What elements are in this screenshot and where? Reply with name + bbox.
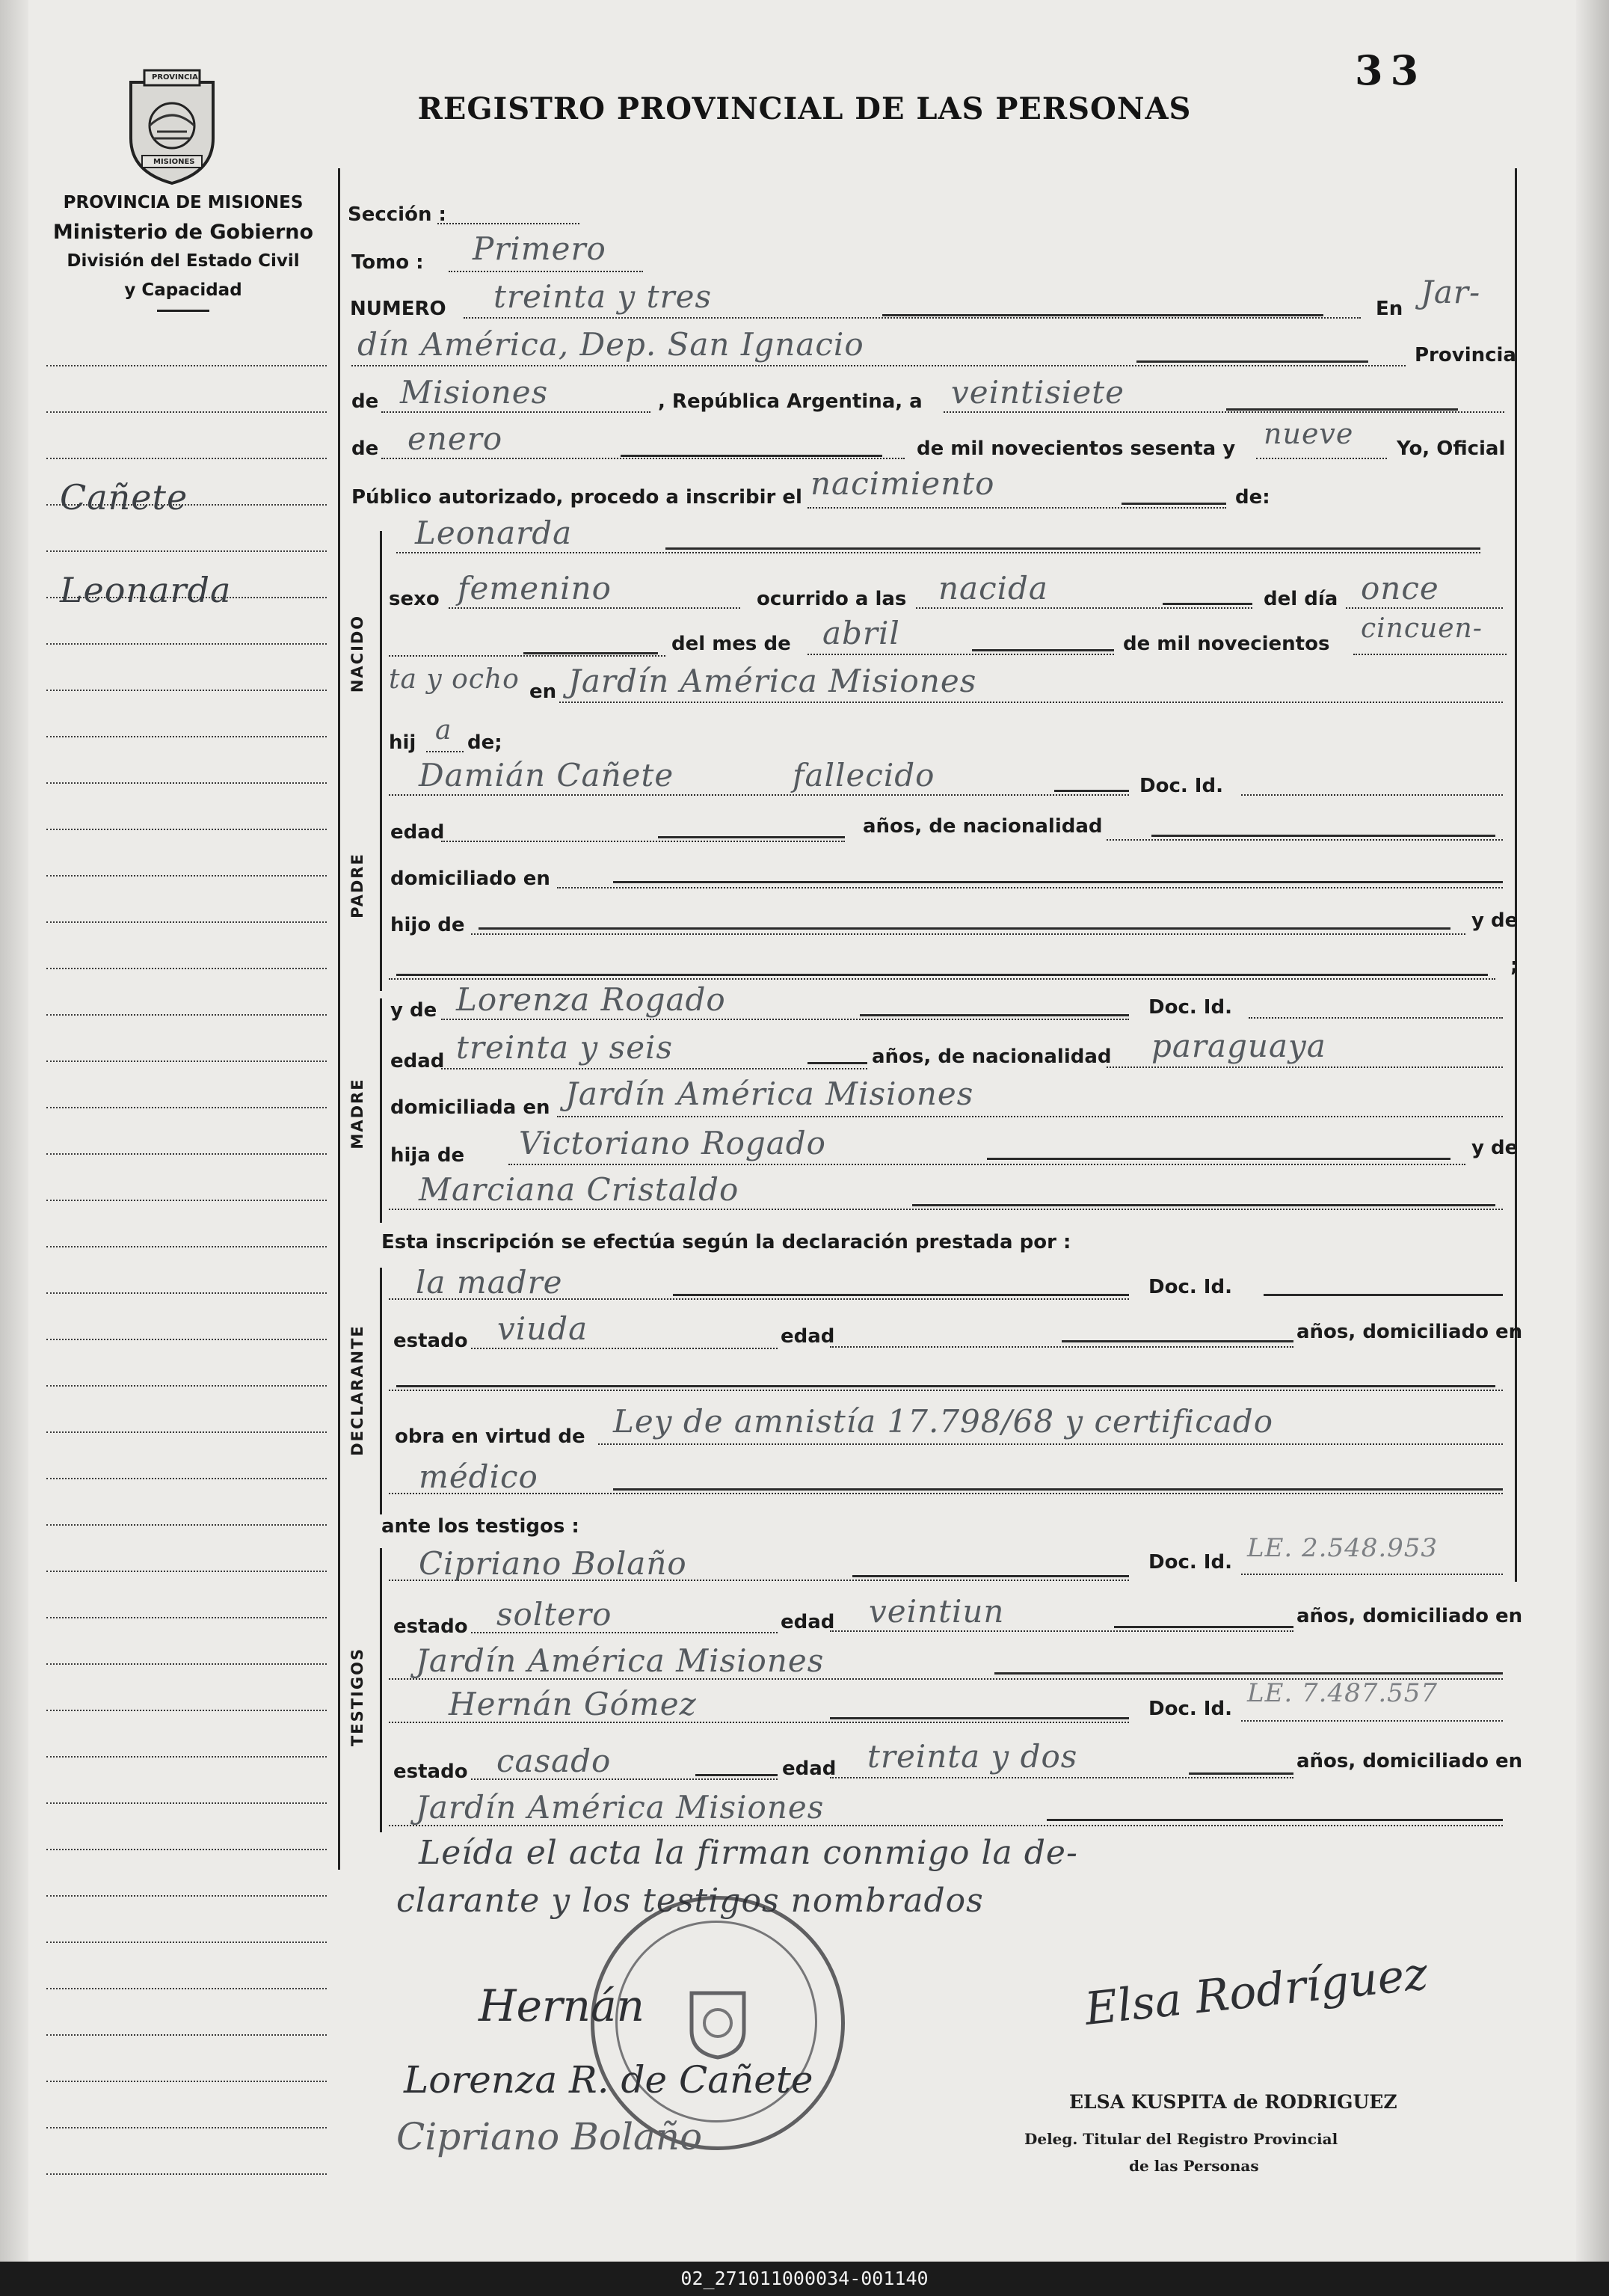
value-nombre: Leonarda [415, 515, 573, 551]
label-seccion: Sección : [348, 203, 446, 226]
value-mes-inscripcion: enero [407, 420, 503, 457]
office-province: PROVINCIA DE MISIONES [63, 193, 304, 212]
label-hij: hij [389, 731, 416, 754]
field-line-padre-dom-solid [613, 881, 1503, 883]
field-line-abuela-solid [912, 1204, 1495, 1206]
value-declarante-estado: viuda [497, 1310, 588, 1347]
field-line-padre-hijo [471, 933, 1465, 935]
margin-ruled-line [46, 690, 327, 691]
value-en-1: Jar- [1421, 274, 1481, 310]
field-line-padre-edad [441, 841, 845, 842]
label-declarante-estado: estado [393, 1330, 468, 1352]
field-line-testigo2-doc [1241, 1720, 1503, 1722]
label-padre-doc: Doc. Id. [1139, 775, 1223, 797]
label-padre-nac: años, de nacionalidad [863, 815, 1103, 838]
field-line-dia-nac [1346, 607, 1503, 609]
field-line-testigo1-doc [1241, 1574, 1503, 1575]
value-provincia: Misiones [400, 374, 549, 411]
field-line-obra-1 [598, 1443, 1503, 1445]
section-nacido: NACIDO [348, 614, 366, 693]
value-hijo-suffix: a [435, 715, 452, 746]
field-line-testigo2-edad [830, 1777, 1293, 1778]
field-line-dia-solid [1226, 408, 1458, 411]
margin-ruled-line [46, 2081, 327, 2082]
value-padre: Damián Cañete [419, 757, 674, 794]
field-line-testigo2-solid [830, 1717, 1129, 1719]
value-lugar: Jardín América Misiones [568, 663, 977, 699]
label-madre-dom: domiciliada en [390, 1096, 550, 1119]
field-line-acto [807, 507, 1226, 509]
margin-ruled-line [46, 1478, 327, 1479]
field-line-mes-nac [807, 654, 1114, 655]
margin-ruled-line [46, 1246, 327, 1247]
margin-ruled-line [46, 1431, 327, 1433]
field-line-testigo1-dom-solid [994, 1672, 1503, 1675]
label-testigo1-doc: Doc. Id. [1148, 1551, 1232, 1574]
label-en-lugar: en [529, 681, 557, 703]
field-line-abuela [389, 1209, 1503, 1210]
field-line-anio [1256, 458, 1387, 459]
value-anio-nac-2: ta y ocho [389, 664, 520, 695]
value-mes: abril [822, 615, 900, 651]
field-line-mes-solid [621, 455, 882, 457]
office-capacity: y Capacidad [124, 280, 242, 300]
field-line-numero [882, 314, 1323, 316]
value-tomo: Primero [473, 230, 606, 267]
margin-ruled-line [46, 2173, 327, 2175]
margin-given-name: Leonarda [60, 570, 232, 610]
field-line-declarante-dom [389, 1390, 1503, 1391]
signature-witness-1: Cipriano Bolaño [396, 2115, 703, 2158]
label-padre-hijo-de: hijo de [390, 914, 465, 936]
label-publico: Público autorizado, procedo a inscribir el [351, 486, 802, 509]
margin-ruled-line [46, 1895, 327, 1897]
margin-ruled-line [46, 458, 327, 459]
field-line-obra-2 [389, 1493, 1503, 1494]
field-line-declarante [389, 1298, 1129, 1300]
field-line-hora [916, 607, 1252, 609]
office-ministry: Ministerio de Gobierno [52, 221, 314, 244]
margin-ruled-line [46, 643, 327, 645]
value-acto: nacimiento [810, 465, 995, 502]
margin-ruled-line [46, 1663, 327, 1665]
label-hijo-de: de; [467, 731, 502, 754]
field-line-madre-nac [1107, 1066, 1503, 1068]
field-line-mes-nac-solid [972, 649, 1114, 651]
office-rule [157, 310, 209, 312]
label-testigo1-anos: años, domiciliado en [1296, 1605, 1523, 1627]
field-line-testigo2-edad-solid [1189, 1772, 1293, 1775]
emblem-label-bottom: MISIONES [153, 158, 195, 166]
label-testigo2-edad: edad [782, 1758, 837, 1780]
label-de-mil: de mil novecientos [1123, 633, 1330, 655]
field-line-tomo [449, 271, 643, 272]
field-line-padre-nac [1107, 839, 1503, 841]
margin-ruled-line [46, 550, 327, 552]
margin-ruled-line [46, 1942, 327, 1943]
label-de-provincia: de [351, 390, 379, 413]
label-del-dia: del día [1264, 588, 1338, 610]
field-line-declarante-dom-solid [396, 1385, 1495, 1387]
field-line-nombre-solid [665, 547, 1480, 550]
field-line-en-2 [1136, 360, 1368, 363]
label-ocurrido: ocurrido a las [757, 588, 907, 610]
section-padre: PADRE [348, 853, 366, 918]
value-anio-nac-1: cincuen- [1361, 613, 1483, 644]
madre-bracket [380, 998, 382, 1223]
field-line-padre-dom [557, 887, 1503, 888]
label-tomo: Tomo : [351, 251, 424, 274]
field-line-sexo [449, 607, 740, 609]
margin-ruled-line [46, 2034, 327, 2036]
field-line-testigo2-estado [471, 1778, 778, 1780]
field-line-en-2-dots [351, 365, 1406, 366]
declarante-bracket [380, 1268, 382, 1514]
margin-ruled-line [46, 411, 327, 413]
value-declarante: la madre [416, 1264, 563, 1301]
label-testigos: ante los testigos : [381, 1515, 579, 1538]
label-numero: NUMERO [350, 298, 446, 320]
testigos-bracket [380, 1548, 382, 1832]
margin-ruled-line [46, 1571, 327, 1572]
signature-declarant: Lorenza R. de Cañete [404, 2058, 813, 2102]
value-abuelo: Victoriano Rogado [519, 1125, 826, 1161]
field-line-testigo1-solid [852, 1575, 1129, 1577]
margin-ruled-line [46, 1988, 327, 1989]
value-sexo: femenino [458, 570, 612, 607]
field-line-padre-blank-solid [396, 974, 1488, 976]
label-del-mes: del mes de [671, 633, 791, 655]
value-madre-edad: treinta y seis [456, 1029, 674, 1066]
field-line-declarante-estado [471, 1348, 778, 1349]
field-line-testigo1 [389, 1580, 1129, 1581]
field-line-hora-solid [1163, 603, 1252, 605]
official-role-1: Deleg. Titular del Registro Provincial [1024, 2130, 1338, 2148]
label-madre-y-de: y de [390, 999, 437, 1022]
margin-ruled-line [46, 365, 327, 366]
coat-of-arms-icon [123, 67, 221, 187]
label-testigo1-edad: edad [781, 1611, 835, 1633]
margin-ruled-line [46, 1339, 327, 1340]
field-line-padre-doc [1241, 794, 1503, 796]
value-obra-1: Ley de amnistía 17.798/68 y certificado [613, 1403, 1273, 1440]
field-line-padre-blank [389, 978, 1495, 980]
padre-bracket [380, 770, 382, 991]
field-line-mes [381, 458, 905, 459]
form-left-border [338, 168, 340, 1870]
value-madre-dom: Jardín América Misiones [565, 1075, 974, 1112]
margin-ruled-line [46, 1524, 327, 1526]
value-padre-estado: fallecido [793, 757, 935, 794]
value-testigo2-estado: casado [496, 1743, 612, 1779]
margin-ruled-line [46, 1710, 327, 1711]
value-abuela: Marciana Cristaldo [419, 1171, 739, 1208]
label-declaracion: Esta inscripción se efectúa según la declaración prestada por : [381, 1231, 1071, 1253]
label-madre-edad: edad [390, 1050, 445, 1072]
margin-ruled-line [46, 1107, 327, 1108]
field-line-dia [944, 411, 1504, 413]
field-line-testigo1-edad [830, 1630, 1293, 1632]
seal-emblem-icon [680, 1986, 755, 2060]
value-anio: nueve [1264, 417, 1354, 450]
label-de-mes: de [351, 438, 379, 460]
value-obra-2: médico [419, 1458, 538, 1495]
value-numero: treinta y tres [493, 278, 713, 315]
label-obra: obra en virtud de [395, 1425, 585, 1448]
field-line-madre-doc [1249, 1017, 1503, 1019]
closing-line-2: clarante y los testigos nombrados [396, 1882, 984, 1920]
field-line-testigo2-dom [389, 1825, 1503, 1826]
margin-ruled-line [46, 1617, 327, 1618]
label-en: En [1376, 298, 1403, 320]
value-testigo2: Hernán Gómez [449, 1686, 697, 1722]
field-line-hij [426, 751, 464, 752]
margin-ruled-line [46, 736, 327, 737]
label-padre-y-de: y de [1471, 909, 1519, 932]
value-testigo1-estado: soltero [496, 1596, 612, 1633]
label-padre-dom: domiciliado en [390, 868, 550, 890]
label-testigo2-anos: años, domiciliado en [1296, 1750, 1523, 1772]
office-heading [37, 188, 329, 312]
section-declarante: DECLARANTE [348, 1325, 366, 1456]
margin-ruled-line [46, 2127, 327, 2128]
field-line-madre-edad-solid [807, 1062, 867, 1064]
field-line-testigo2-estado-solid [695, 1774, 778, 1776]
margin-ruled-line [46, 921, 327, 923]
margin-ruled-line [46, 875, 327, 877]
label-madre-nac: años, de nacionalidad [872, 1046, 1112, 1068]
label-testigo1-estado: estado [393, 1615, 468, 1638]
label-sexo: sexo [389, 588, 440, 610]
field-line-seccion [437, 223, 579, 224]
signature-witness-2: Hernán [479, 1980, 644, 2031]
field-line-declarante-edad [830, 1346, 1293, 1348]
field-line-numero-dots [464, 317, 1361, 319]
field-line-declarante-doc-solid [1264, 1294, 1503, 1296]
margin-ruled-line [46, 968, 327, 969]
label-de-colon: de: [1235, 486, 1270, 509]
field-line-acto-solid [1122, 503, 1226, 505]
field-line-testigo1-edad-solid [1114, 1626, 1293, 1628]
emblem-label-top: PROVINCIA [152, 73, 198, 82]
office-division: División del Estado Civil [67, 251, 300, 271]
margin-ruled-line [46, 1756, 327, 1758]
label-declarante-anos: años, domiciliado en [1296, 1321, 1523, 1343]
value-madre-nac: paraguaya [1151, 1028, 1326, 1064]
margin-ruled-line [46, 1849, 327, 1850]
field-line-padre-edad-solid [658, 836, 845, 838]
label-madre-doc: Doc. Id. [1148, 996, 1232, 1019]
label-madre-y-de-2: y de [1471, 1137, 1519, 1159]
margin-ruled-line [46, 1802, 327, 1804]
field-line-padre-solid [1054, 790, 1129, 792]
official-role-2: de las Personas [1129, 2157, 1259, 2175]
value-en-2: dín América, Dep. San Ignacio [357, 326, 864, 363]
label-republica: , República Argentina, a [658, 390, 923, 413]
value-dia: once [1361, 570, 1439, 607]
field-line-padre [389, 794, 1129, 796]
field-line-lugar [559, 702, 1503, 703]
margin-ruled-line [46, 1014, 327, 1016]
value-testigo2-doc: LE. 7.487.557 [1247, 1678, 1439, 1708]
margin-ruled-line [46, 1060, 327, 1062]
value-hora: nacida [938, 570, 1048, 607]
label-declarante-doc: Doc. Id. [1148, 1276, 1232, 1298]
label-yo-oficial: Yo, Oficial [1397, 438, 1506, 460]
page-number: 33 [1355, 46, 1427, 94]
margin-ruled-line [46, 1153, 327, 1155]
closing-line-1: Leída el acta la firman conmigo la de- [419, 1834, 1078, 1872]
margin-ruled-line [46, 1385, 327, 1387]
field-line-madre-solid [860, 1014, 1129, 1016]
field-line-declarante-solid [673, 1294, 1129, 1296]
form-right-border [1515, 168, 1517, 1582]
field-line-anio-nac [1353, 654, 1507, 655]
label-padre-semicolon: ; [1510, 954, 1519, 977]
value-testigo1-edad: veintiun [869, 1593, 1005, 1630]
field-line-abuelo-solid [987, 1158, 1450, 1160]
value-testigo1: Cipriano Bolaño [419, 1545, 687, 1582]
field-line-padre-nac-solid [1151, 835, 1495, 837]
label-madre-hija-de: hija de [390, 1144, 465, 1167]
official-name: ELSA KUSPITA de RODRIGUEZ [1069, 2091, 1397, 2113]
field-line-testigo1-estado [471, 1632, 778, 1633]
section-madre: MADRE [348, 1078, 366, 1149]
field-line-testigo2 [389, 1722, 1129, 1723]
margin-ruled-line [46, 829, 327, 830]
page-title: REGISTRO PROVINCIAL DE LAS PERSONAS [417, 91, 1192, 126]
label-provincia: Provincia [1415, 344, 1516, 366]
label-testigo2-estado: estado [393, 1761, 468, 1783]
margin-ruled-line [46, 1292, 327, 1294]
archive-reference: 02_271011000034-001140 [0, 2262, 1609, 2296]
field-line-declarante-edad-solid [1062, 1340, 1293, 1342]
field-line-blank-nac-dots [389, 655, 665, 657]
field-line-provincia [381, 411, 650, 413]
field-line-abuelo [508, 1164, 1465, 1165]
section-testigos: TESTIGOS [348, 1647, 366, 1747]
field-line-nombre [396, 552, 1480, 553]
label-mil-sesenta: de mil novecientos sesenta y [917, 438, 1236, 460]
field-line-obra-2-solid [613, 1488, 1503, 1491]
signature-official: Elsa Rodríguez [1082, 1947, 1430, 2036]
field-line-padre-hijo-solid [479, 927, 1450, 930]
field-line-blank-nac [523, 652, 658, 654]
margin-surname: Cañete [60, 477, 188, 518]
label-padre-edad: edad [390, 821, 445, 844]
field-line-madre-edad [441, 1068, 867, 1069]
field-line-testigo2-dom-solid [1047, 1819, 1503, 1821]
label-testigo2-doc: Doc. Id. [1148, 1698, 1232, 1720]
field-line-madre-dom [557, 1116, 1503, 1117]
label-declarante-edad: edad [781, 1325, 835, 1348]
nacido-bracket [380, 531, 382, 778]
value-testigo1-doc: LE. 2.548.953 [1247, 1533, 1439, 1563]
value-dia-inscripcion: veintisiete [951, 374, 1125, 411]
field-line-madre [441, 1019, 1129, 1020]
value-testigo1-dom: Jardín América Misiones [416, 1642, 825, 1679]
value-testigo2-edad: treinta y dos [867, 1738, 1078, 1775]
margin-ruled-line [46, 782, 327, 784]
value-testigo2-dom: Jardín América Misiones [416, 1789, 825, 1826]
margin-ruled-line [46, 1200, 327, 1201]
provincial-emblem [123, 67, 221, 187]
value-madre: Lorenza Rogado [456, 981, 726, 1018]
